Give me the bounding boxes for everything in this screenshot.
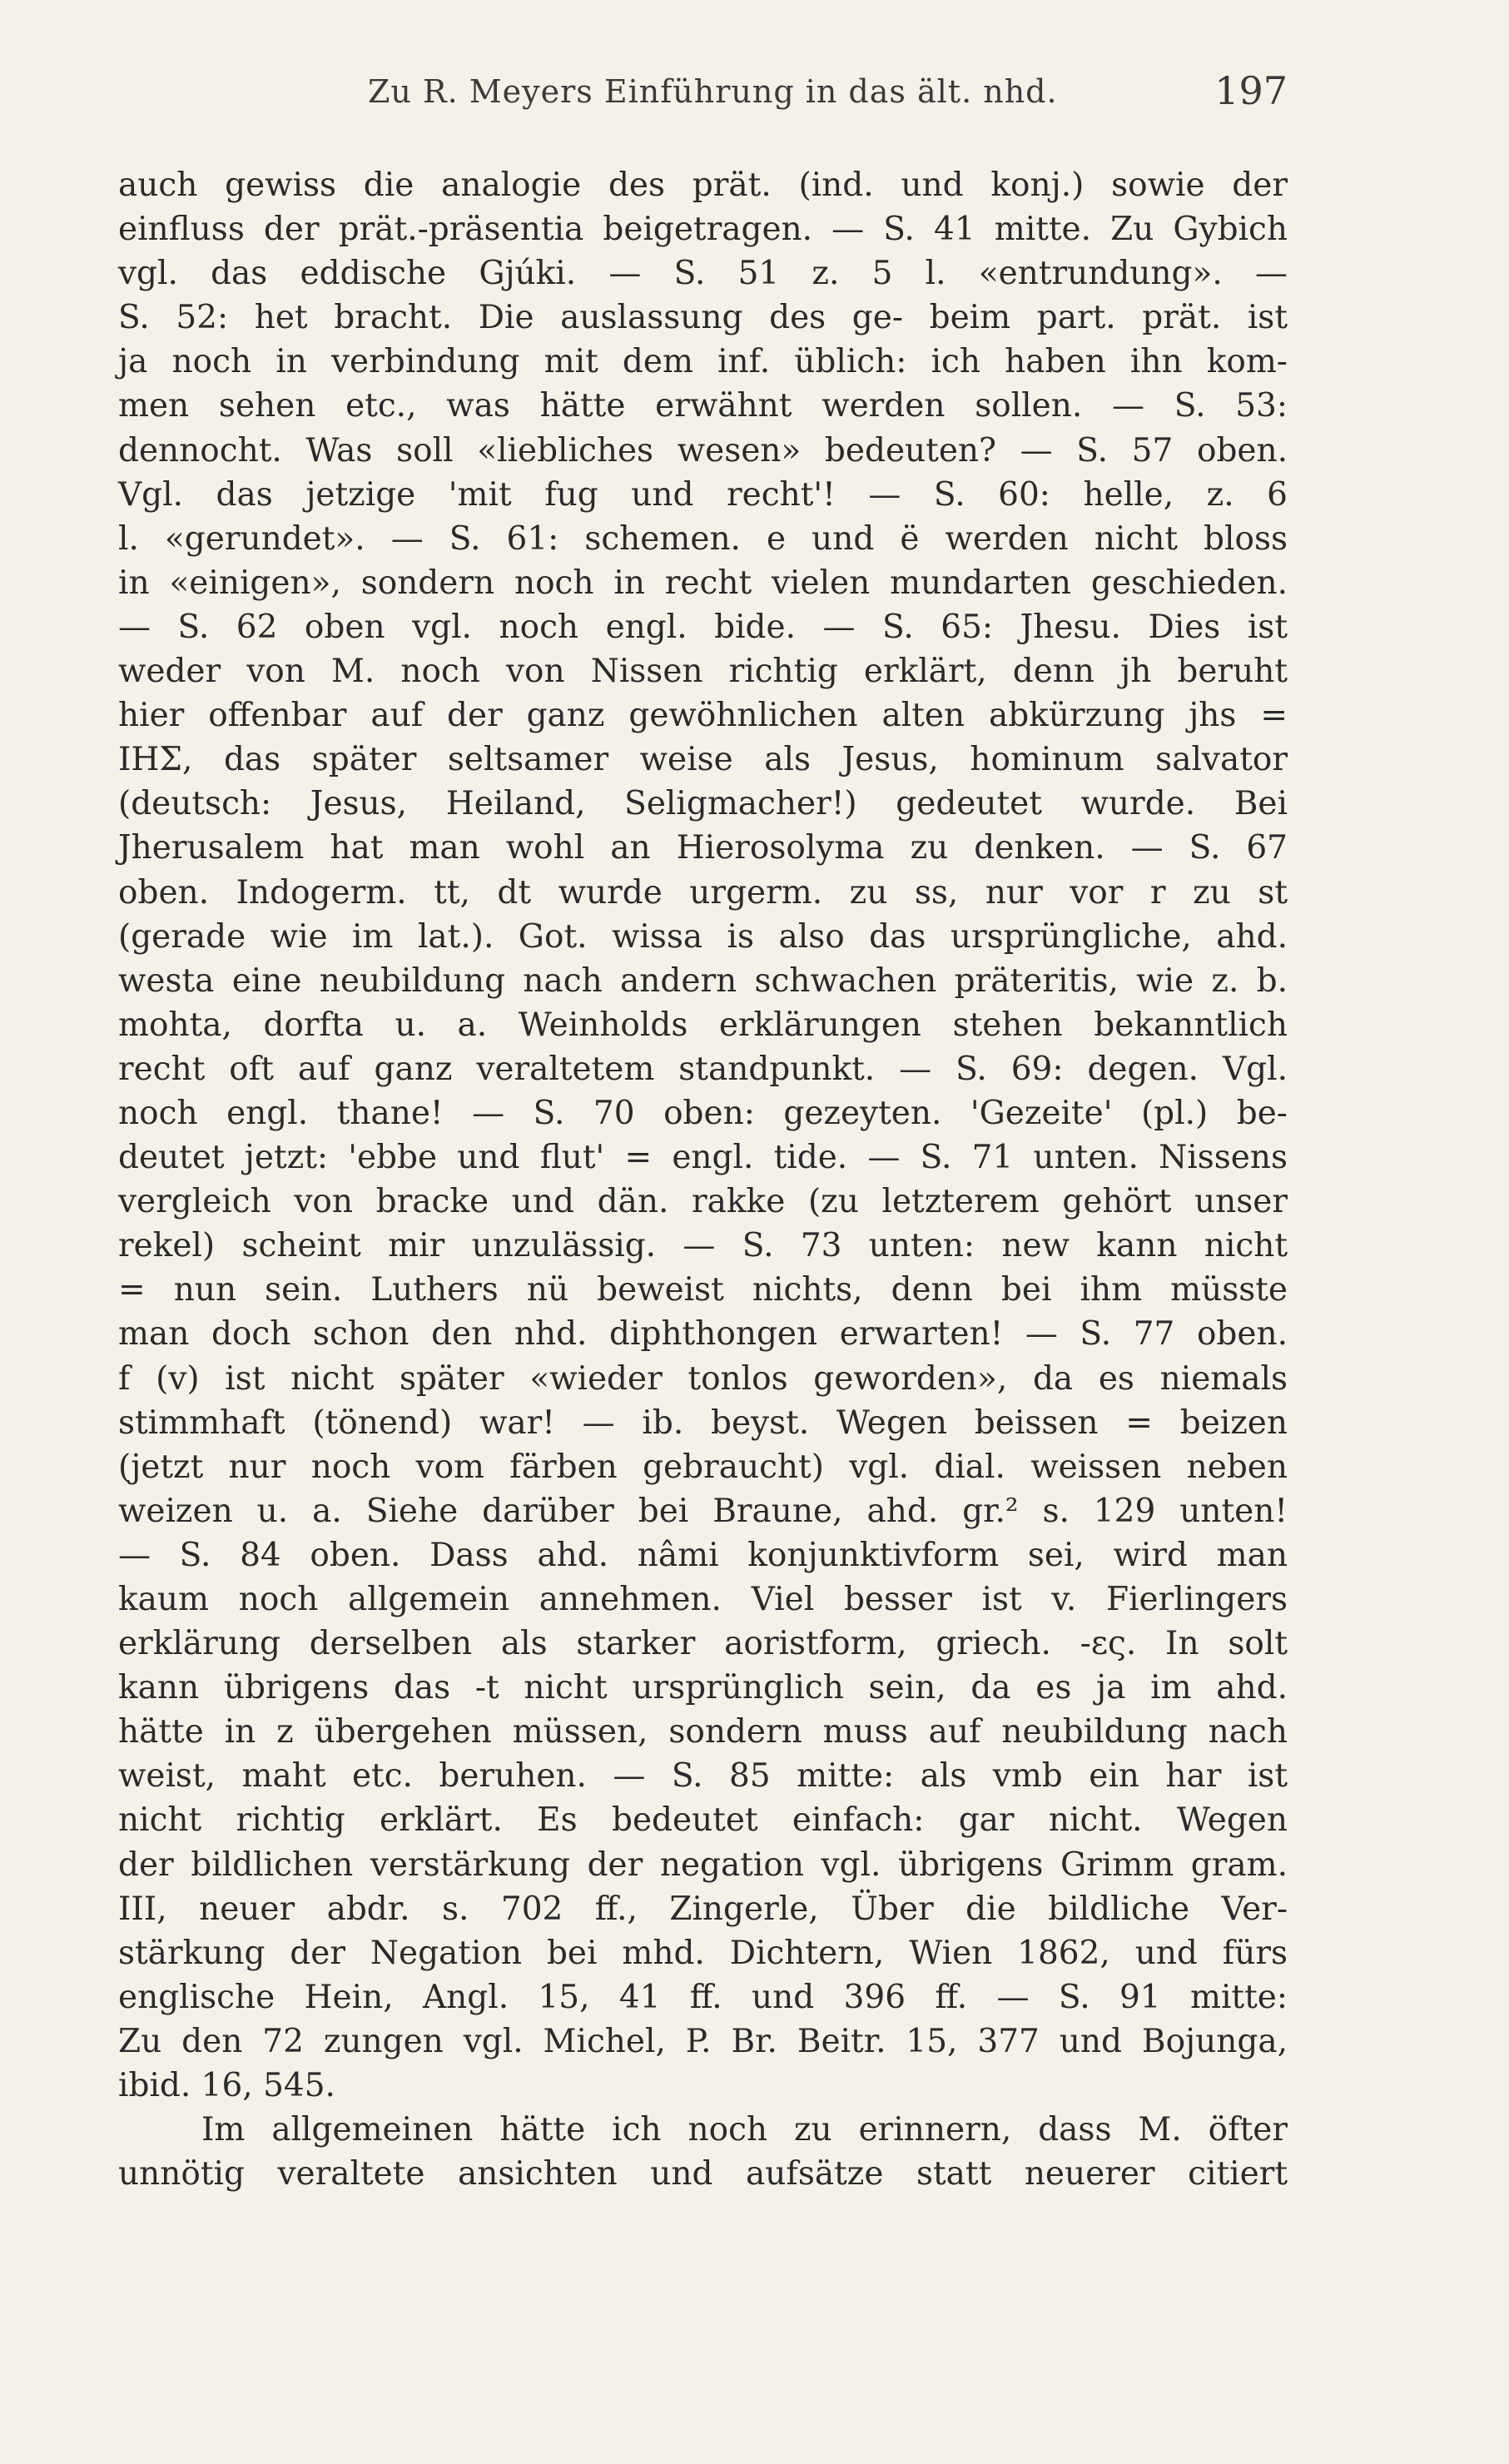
text-line: l. «gerundet». — S. 61: schemen. e und ë werden nicht bloss [118,519,1288,558]
text-line: — S. 62 oben vgl. noch engl. bide. — S. 65: Jhesu. Dies ist [118,608,1288,646]
text-line: Im allgemeinen hätte ich noch zu erinnern, dass M. öfter [201,2111,1288,2149]
text-line: ja noch in verbindung mit dem inf. üblich: ich haben ihn kom- [118,343,1288,381]
text-line: der bildlichen verstärkung der negation vgl. übrigens Grimm gram. [118,1846,1288,1884]
page-header [118,68,1288,123]
body-text [118,163,1288,2196]
text-line: (gerade wie im lat.). Got. wissa is also das ursprüngliche, ahd. [118,917,1288,956]
text-line: vergleich von bracke und dän. rakke (zu letzterem gehört unser [118,1183,1288,1221]
text-line: III, neuer abdr. s. 702 ff., Zingerle, Über die bildliche Ver- [118,1890,1288,1928]
text-line: dennocht. Was soll «liebliches wesen» bedeuten? — S. 57 oben. [118,431,1288,469]
text-line: men sehen etc., was hätte erwähnt werden sollen. — S. 53: [118,387,1288,425]
text-line: ibid. 16, 545. [118,2067,335,2105]
text-line: stimmhaft (tönend) war! — ib. beyst. Wegen beissen = beizen [118,1403,1288,1442]
running-head: Zu R. Meyers Einführung in das ält. nhd. [368,73,1058,110]
text-line: — S. 84 oben. Dass ahd. nâmi konjunktivform sei, wird man [118,1536,1288,1574]
text-line: (deutsch: Jesus, Heiland, Seligmacher!) gedeutet wurde. Bei [118,785,1288,823]
text-line: Zu den 72 zungen vgl. Michel, P. Br. Beitr. 15, 377 und Bojunga, [118,2022,1288,2060]
text-line: Jherusalem hat man wohl an Hierosolyma zu denken. — S. 67 [118,829,1288,867]
text-line: erklärung derselben als starker aoristform, griech. -ες. In solt [118,1625,1288,1663]
text-line: englische Hein, Angl. 15, 41 ff. und 396 ff. — S. 91 mitte: [118,1978,1288,2016]
text-line: rekel) scheint mir unzulässig. — S. 73 unten: new kann nicht [118,1227,1288,1265]
text-line: kaum noch allgemein annehmen. Viel besser ist v. Fierlingers [118,1581,1288,1618]
text-line: deutet jetzt: 'ebbe und flut' = engl. tide. — S. 71 unten. Nissens [118,1139,1288,1177]
text-line: (jetzt nur noch vom färben gebraucht) vgl. dial. weissen neben [118,1448,1288,1486]
text-line: weist, maht etc. beruhen. — S. 85 mitte: als vmb ein har ist [118,1757,1288,1796]
text-line: weizen u. a. Siehe darüber bei Braune, ahd. gr.² s. 129 unten! [118,1492,1288,1530]
text-line: Vgl. das jetzige 'mit fug und recht'! — S. 60: helle, z. 6 [118,475,1288,514]
text-line: nicht richtig erklärt. Es bedeutet einfach: gar nicht. Wegen [118,1801,1288,1840]
text-line: = nun sein. Luthers nü beweist nichts, denn bei ihm müsste [118,1271,1288,1309]
text-line: einfluss der prät.-präsentia beigetragen. — S. 41 mitte. Zu Gybich [118,211,1288,249]
text-line: unnötig veraltete ansichten und aufsätze statt neuerer citiert [118,2155,1288,2193]
text-line: hätte in z übergehen müssen, sondern muss auf neubildung nach [118,1713,1288,1751]
text-line: man doch schon den nhd. diphthongen erwarten! — S. 77 oben. [118,1315,1288,1354]
page-number: 197 [1214,68,1288,113]
text-line: weder von M. noch von Nissen richtig erklärt, denn jh beruht [118,653,1288,691]
text-line: vgl. das eddische Gjúki. — S. 51 z. 5 l. «entrundung». — [118,255,1288,293]
text-line: recht oft auf ganz veraltetem standpunkt. — S. 69: degen. Vgl. [118,1050,1288,1088]
text-line: f (v) ist nicht später «wieder tonlos geworden», da es niemals [118,1359,1288,1398]
text-line: IHΣ, das später seltsamer weise als Jesus, hominum salvator [118,741,1288,779]
text-line: westa eine neubildung nach andern schwachen präteritis, wie z. b. [118,961,1288,1000]
text-line: stärkung der Negation bei mhd. Dichtern, Wien 1862, und fürs [118,1934,1288,1972]
text-line: hier offenbar auf der ganz gewöhnlichen alten abkürzung jhs = [118,697,1288,735]
text-line: oben. Indogerm. tt, dt wurde urgerm. zu ss, nur vor r zu st [118,873,1288,912]
text-line: mohta, dorfta u. a. Weinholds erklärungen stehen bekanntlich [118,1006,1288,1044]
text-line: kann übrigens das -t nicht ursprünglich sein, da es ja im ahd. [118,1669,1288,1707]
text-line: noch engl. thane! — S. 70 oben: gezeyten. 'Gezeite' (pl.) be- [118,1094,1288,1132]
text-line: auch gewiss die analogie des prät. (ind. und konj.) sowie der [118,166,1288,204]
text-line: S. 52: het bracht. Die auslassung des ge- beim part. prät. ist [118,299,1288,337]
text-line: in «einigen», sondern noch in recht vielen mundarten geschieden. [118,564,1288,602]
